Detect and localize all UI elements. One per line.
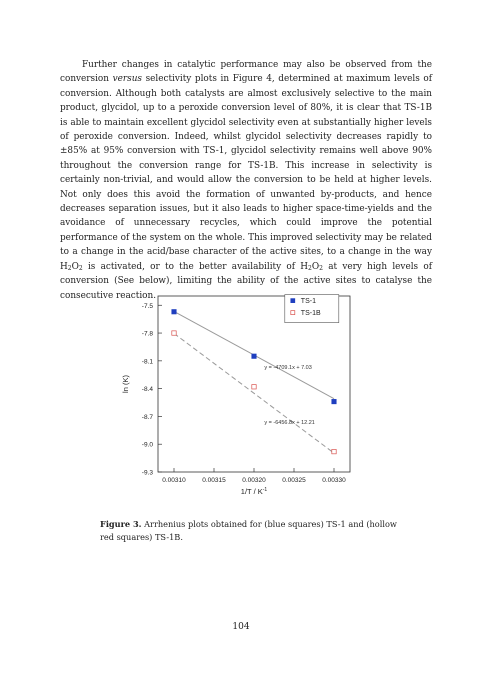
data-point-ts-1 [172, 310, 176, 314]
equation-ts-1: y = -4709.1x + 7.03 [264, 365, 312, 372]
y-tick-label: -8.4 [141, 386, 153, 394]
y-tick-label: -9.3 [141, 469, 153, 477]
data-point-ts-1b [172, 331, 176, 335]
para-text-2: selectivity plots in Figure 4, determined at maximum levels of conversion. Although both catalysts are almost exclusively selective to the main product, glycidol, up to a peroxide conversion level of 80%, it is clear that TS-1B is able to maintain excellent glycidol selectivity even at substantially higher levels of peroxide conversion. Indeed, whilst glycidol selectivity decreases rapidly to ±85% at 95% conversion with TS-1, glycidol selectivity remains well above 90% throughout the conversion range for TS-1B. This increase in selectivity is certainly non-trivial, and would allow the conversion to be held at higher levels. Not only does this avoid the formation of unwanted by-products, and hence decreases separation issues, but it also leads to higher space-time-yields and the avoidance of unnecessary recycles, which could improve the potential performance of the system on the whole. This improved selectivity may be related to a change in the acid/base character of the active sites, to a change in the way H [60, 74, 433, 272]
subscript: 2 [308, 264, 312, 272]
subscript: 2 [78, 264, 83, 272]
y-tick-label: -8.1 [141, 358, 153, 366]
para-text-3: O [71, 261, 79, 272]
x-tick-label: 0.00320 [242, 477, 266, 484]
subscript: 2 [67, 264, 72, 272]
data-point-ts-1 [332, 399, 336, 403]
figure-caption [100, 518, 400, 544]
x-tick-label: 0.00330 [322, 477, 346, 484]
para-text-4: is activated, or to the better availability of H [82, 261, 309, 272]
x-tick-label: 0.00325 [282, 477, 306, 484]
y-axis-label: ln (K) [121, 375, 130, 393]
para-text-1: Further changes in catalytic performance may also be observed from the conversion [60, 60, 432, 85]
y-tick-label: -8.7 [141, 413, 153, 421]
para-text-6: at very high levels of conversion (See below), limiting the ability of the active sites to catalyse the consecutive reaction. [60, 261, 432, 301]
legend-label-ts-1: TS-1 [300, 298, 316, 306]
caption-label: Figure 3. [100, 519, 142, 529]
x-tick-label: 0.00315 [202, 477, 226, 484]
equation-ts-1b: y = -6456.8x + 12.21 [264, 419, 315, 426]
x-axis-label-superscript: -1 [262, 487, 268, 493]
data-point-ts-1 [252, 354, 256, 358]
y-tick-label: -7.8 [141, 330, 153, 338]
y-tick-label: -7.5 [141, 302, 153, 310]
para-text-5: O [311, 261, 320, 272]
x-axis-label: $1/T / K^{-1}$ [240, 487, 268, 496]
arrhenius-chart [118, 286, 368, 496]
fit-line-ts-1b [174, 333, 334, 453]
page-number: 104 [232, 622, 250, 632]
subscript: 2 [319, 264, 323, 272]
data-point-ts-1b [332, 449, 336, 453]
data-point-ts-1b [252, 385, 256, 389]
x-tick-label: 0.00310 [162, 477, 186, 484]
legend-label-ts-1b: TS-1B [300, 310, 321, 318]
legend-marker-ts-1b [291, 311, 295, 315]
legend-marker-ts-1 [291, 299, 295, 303]
caption-text: Arrhenius plots obtained for (blue squares) TS-1 and (hollow red squares) TS-1B. [100, 519, 397, 542]
para-emphasis-versus: versus [112, 74, 142, 85]
y-tick-label: -9.0 [141, 441, 153, 449]
